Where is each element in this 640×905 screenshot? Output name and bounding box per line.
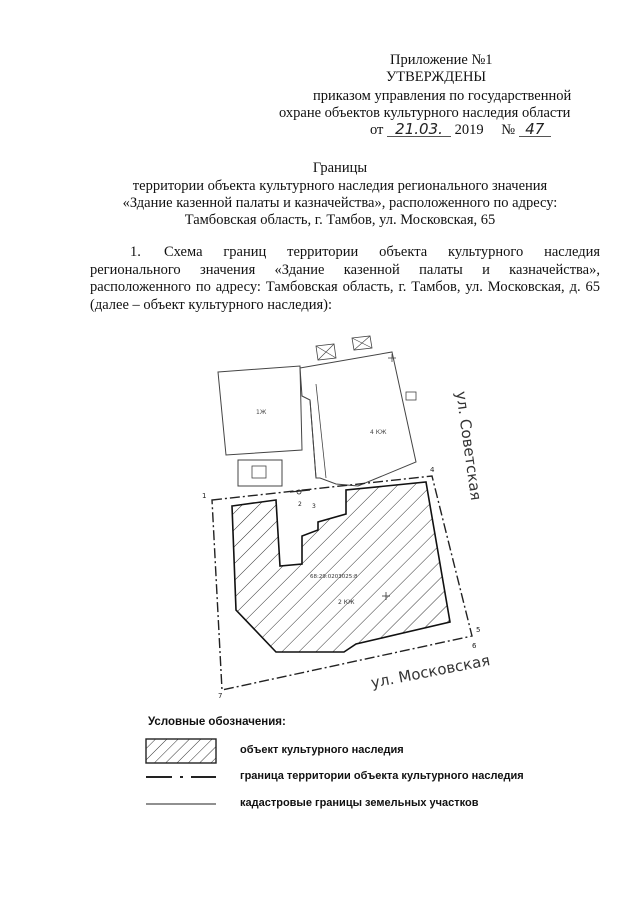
legend-label-cadastral: кадастровые границы земельных участков <box>240 797 479 809</box>
number-prefix: № <box>501 122 516 138</box>
title-heading: Границы <box>312 160 368 176</box>
building-north-label: 4 КЖ <box>370 429 387 436</box>
point-2: 2 <box>298 501 302 508</box>
title-line-4: Тамбовская область, г. Тамбов, ул. Московская, 65 <box>184 212 496 228</box>
point-5: 5 <box>476 626 481 634</box>
annex-building <box>238 460 282 486</box>
legend-hatch-symbol <box>145 738 217 764</box>
paragraph-1 <box>90 244 600 314</box>
annex-inner <box>252 466 266 478</box>
building-main-label: 2 КЖ <box>338 599 355 606</box>
legend-label-heritage: объект культурного наследия <box>240 744 404 756</box>
year: 2019 <box>454 122 484 138</box>
legend-dashdot-symbol <box>145 774 217 780</box>
point-6: 6 <box>472 642 477 650</box>
order-line: приказом управления по государственной <box>313 88 572 104</box>
appendix-label: Приложение №1 <box>390 52 493 68</box>
neighbour-building-north <box>300 352 416 486</box>
agency-line: охране объектов культурного наследия области <box>279 105 571 121</box>
building-west-label: 1Ж <box>256 409 267 416</box>
legend-label-boundary: граница территории объекта культурного наследия <box>240 770 524 782</box>
legend-title: Условные обозначения: <box>148 716 286 728</box>
title-line-2: территории объекта культурного наследия регионального значения <box>132 178 548 194</box>
heritage-object <box>232 482 450 652</box>
street-sovetskaya: ул. Советская <box>452 390 486 502</box>
point-3: 3 <box>312 503 316 510</box>
site-plan <box>0 330 640 700</box>
cadastral-number: 68:29:0203025:8 <box>310 574 358 580</box>
street-moskovskaya: ул. Московская <box>369 651 492 692</box>
date-line <box>370 122 551 139</box>
title-line-3: «Здание казенной палаты и казначейства», расположенного по адресу: <box>122 195 558 211</box>
paragraph-number: 1. <box>130 244 141 260</box>
handwritten-date: 21.03. <box>387 123 451 137</box>
point-4: 4 <box>430 466 435 474</box>
paragraph-text: Схема границ территории объекта культурного наследия регионального значения «Здание казенной палаты и казначейства», расположенного по адресу: Тамбовская область, г. Тамбов, ул. Московская, д. 65 (далее – объект культурного наследия): <box>90 244 600 313</box>
point-1: 1 <box>202 492 207 500</box>
point-7: 7 <box>218 692 223 700</box>
date-prefix: от <box>370 122 384 138</box>
handwritten-number: 47 <box>519 123 551 137</box>
legend-solid-symbol <box>145 801 217 807</box>
approved-label: УТВЕРЖДЕНЫ <box>386 69 487 85</box>
